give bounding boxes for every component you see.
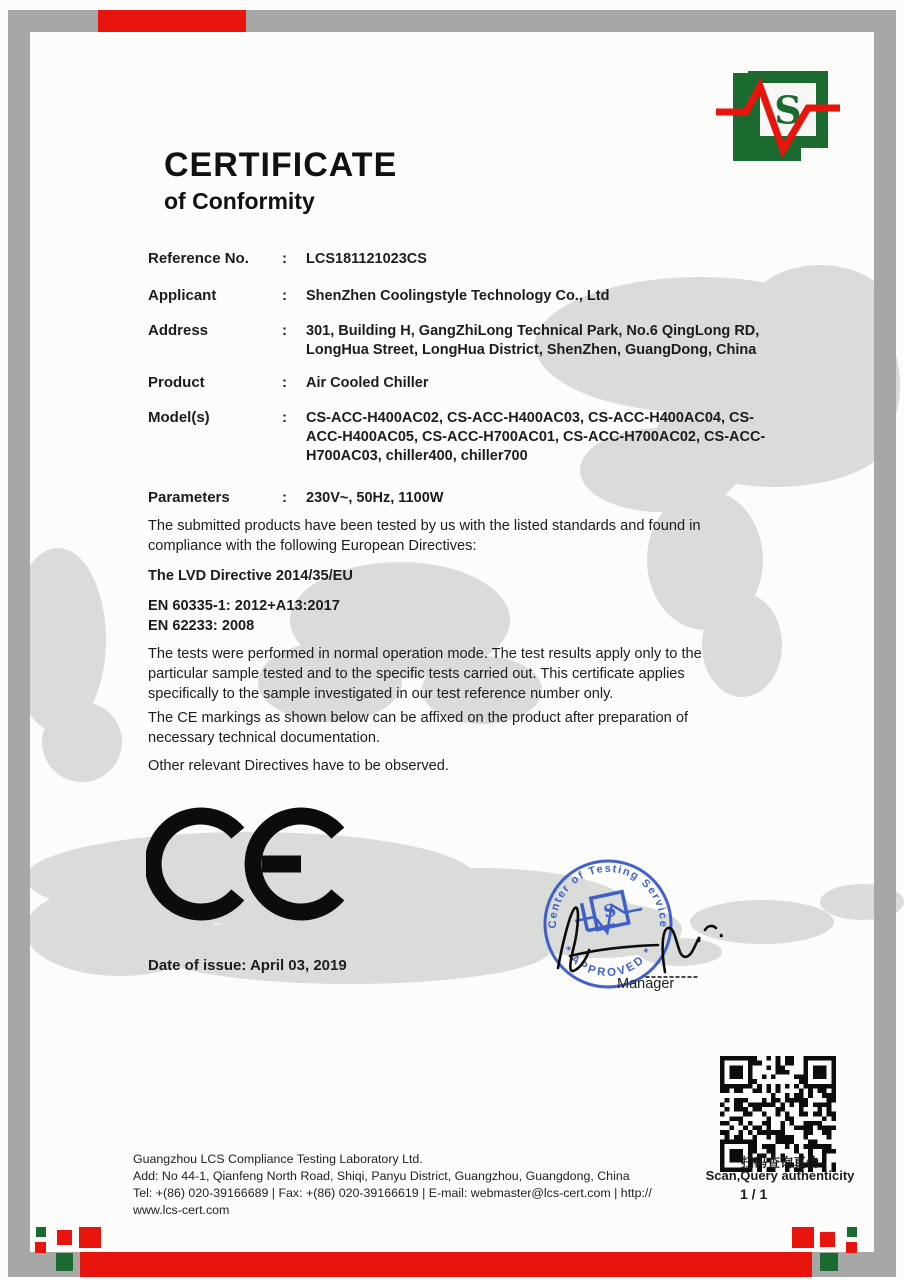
stamp-arc-bottom-text: * APPROVED * <box>560 944 656 980</box>
field-colon: : <box>282 287 287 304</box>
field-colon: : <box>282 489 287 506</box>
stamp-logo-letter: S <box>601 900 619 923</box>
page-title: CERTIFICATE <box>164 146 398 184</box>
field-product <box>148 374 808 393</box>
field-label: Parameters <box>148 489 230 506</box>
field-value: 301, Building H, GangZhiLong Technical Park, No.6 QingLong RD, LongHua Street, LongHua District, ShenZhen, GuangDong, China <box>306 323 760 358</box>
corner-square <box>820 1253 838 1271</box>
field-label: Reference No. <box>148 250 249 267</box>
field-value: LCS181121023CS <box>306 251 427 267</box>
field-address <box>148 322 808 360</box>
corner-square <box>35 1242 46 1253</box>
standard-line: EN 60335-1: 2012+A13:2017 <box>148 598 340 614</box>
frame-top-red-accent <box>98 10 246 32</box>
footer-contacts: Tel: +(86) 020-39166689 | Fax: +(86) 020-39166619 | E-mail: webmaster@lcs-cert.com | http:// www.lcs-cert.com <box>133 1186 652 1217</box>
field-colon: : <box>282 374 287 391</box>
field-parameters <box>148 489 808 508</box>
field-models <box>148 409 808 466</box>
corner-square <box>820 1232 835 1247</box>
lcs-logo-icon <box>716 66 842 166</box>
field-label: Product <box>148 374 205 391</box>
footer <box>133 1151 693 1219</box>
field-label: Address <box>148 322 209 339</box>
frame-right <box>874 10 896 1277</box>
directive-line: The LVD Directive 2014/35/EU <box>148 568 353 584</box>
stamp-arc-top-text: Center of Testing Service <box>546 862 670 929</box>
field-value: CS-ACC-H400AC02, CS-ACC-H400AC03, CS-ACC-H400AC04, CS-ACC-H400AC05, CS-ACC-H700AC01, CS-ACC-H700AC02, CS-ACC-H700AC03, chiller400, chiller700 <box>306 410 766 464</box>
corner-square <box>846 1242 857 1253</box>
page-number: 1 / 1 <box>740 1186 768 1202</box>
date-of-issue: Date of issue: April 03, 2019 <box>148 957 347 974</box>
field-colon: : <box>282 409 287 426</box>
field-applicant <box>148 287 808 306</box>
ce-mark-icon <box>146 806 376 928</box>
field-reference-no <box>148 250 808 269</box>
corner-square <box>847 1227 857 1237</box>
paragraph-other-directives: Other relevant Directives have to be observed. <box>148 758 449 774</box>
field-label: Model(s) <box>148 409 210 426</box>
paragraph-tests: The tests were performed in normal operation mode. The test results apply only to the particular sample tested and to the specific tests carried out. This certificate applies specifically to the sample investigated in our test reference number only. <box>148 646 702 702</box>
corner-square <box>56 1253 73 1271</box>
signer-role: Manager <box>617 976 675 992</box>
corner-square <box>79 1227 101 1248</box>
corner-square <box>792 1227 814 1248</box>
standard-line: EN 62233: 2008 <box>148 618 255 634</box>
field-colon: : <box>282 250 287 267</box>
corner-square <box>57 1230 72 1245</box>
frame-bottom-red <box>80 1252 812 1277</box>
qr-caption-en: Scan,Query authenticity <box>705 1168 855 1183</box>
frame-left <box>8 10 30 1277</box>
footer-company: Guangzhou LCS Compliance Testing Laboratory Ltd. <box>133 1152 423 1166</box>
field-value: ShenZhen Coolingstyle Technology Co., Ltd <box>306 288 610 304</box>
page-subtitle: of Conformity <box>164 188 315 214</box>
lcs-logo-letter: S <box>774 87 802 133</box>
qr-caption-cn: 扫码查询真伪 <box>740 1155 819 1170</box>
paragraph-intro: The submitted products have been tested by us with the listed standards and found in compliance with the following European Directives: <box>148 518 701 554</box>
footer-address: Add: No 44-1, Qianfeng North Road, Shiqi, Panyu District, Guangzhou, Guangdong, China <box>133 1169 630 1183</box>
paragraph-ce-markings: The CE markings as shown below can be affixed on the product after preparation of necessary technical documentation. <box>148 710 689 746</box>
corner-square <box>36 1227 46 1237</box>
field-value: 230V~, 50Hz, 1100W <box>306 490 444 506</box>
field-colon: : <box>282 322 287 339</box>
field-label: Applicant <box>148 287 217 304</box>
field-value: Air Cooled Chiller <box>306 375 429 391</box>
